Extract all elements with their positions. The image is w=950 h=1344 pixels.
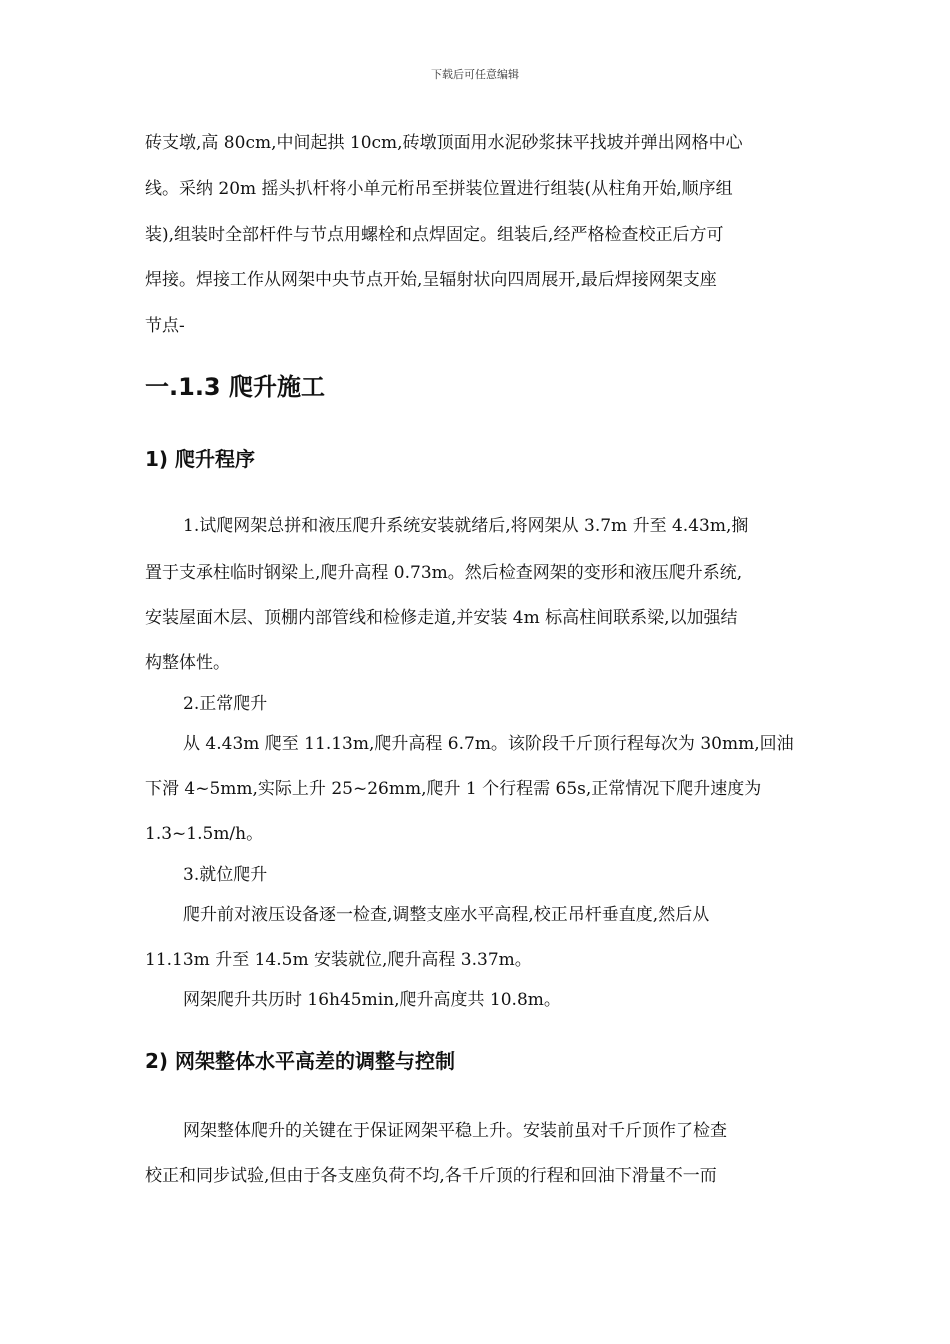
paragraph-line: 构整体性。 [145, 653, 230, 673]
paragraph-line: 焊接。焊接工作从网架中央节点开始,呈辐射状向四周展开,最后焊接网架支座 [145, 270, 717, 290]
paragraph-line: 安装屋面木层、顶棚内部管线和检修走道,并安装 4m 标高柱间联系梁,以加强结 [145, 608, 738, 628]
paragraph-line: 从 4.43m 爬至 11.13m,爬升高程 6.7m。该阶段千斤顶行程每次为 30mm,回油 [183, 734, 794, 754]
paragraph-line: 1.3~1.5m/h。 [145, 824, 264, 844]
section-heading: 一.1.3 爬升施工 [145, 373, 325, 401]
paragraph-line: 1.试爬网架总拼和液压爬升系统安装就绪后,将网架从 3.7m 升至 4.43m,搁 [183, 516, 749, 536]
item-title: 2.正常爬升 [183, 694, 268, 714]
paragraph-line: 校正和同步试验,但由于各支座负荷不均,各千斤顶的行程和回油下滑量不一而 [145, 1166, 717, 1186]
paragraph-line: 装),组装时全部杆件与节点用螺栓和点焊固定。组装后,经严格检查校正后方可 [145, 225, 724, 245]
paragraph-line: 置于支承柱临时钢梁上,爬升高程 0.73m。然后检查网架的变形和液压爬升系统, [145, 563, 743, 583]
paragraph-line: 下滑 4~5mm,实际上升 25~26mm,爬升 1 个行程需 65s,正常情况下爬升速度为 [145, 779, 762, 799]
paragraph-line: 砖支墩,高 80cm,中间起拱 10cm,砖墩顶面用水泥砂浆抹平找坡并弹出网格中心 [145, 133, 743, 153]
item-title: 3.就位爬升 [183, 865, 268, 885]
paragraph-line: 爬升前对液压设备逐一检查,调整支座水平高程,校正吊杆垂直度,然后从 [183, 905, 710, 925]
subsection-heading: 1) 爬升程序 [145, 447, 256, 471]
paragraph-line: 网架整体爬升的关键在于保证网架平稳上升。安装前虽对千斤顶作了检查 [183, 1121, 727, 1141]
paragraph-line: 节点- [145, 316, 185, 336]
paragraph-line: 线。采纳 20m 摇头扒杆将小单元桁吊至拼装位置进行组装(从柱角开始,顺序组 [145, 179, 733, 199]
page-header: 下载后可任意编辑 [431, 68, 519, 81]
paragraph-line: 11.13m 升至 14.5m 安装就位,爬升高程 3.37m。 [145, 950, 532, 970]
paragraph-line: 网架爬升共历时 16h45min,爬升高度共 10.8m。 [183, 990, 561, 1010]
subsection-heading: 2) 网架整体水平高差的调整与控制 [145, 1049, 456, 1073]
